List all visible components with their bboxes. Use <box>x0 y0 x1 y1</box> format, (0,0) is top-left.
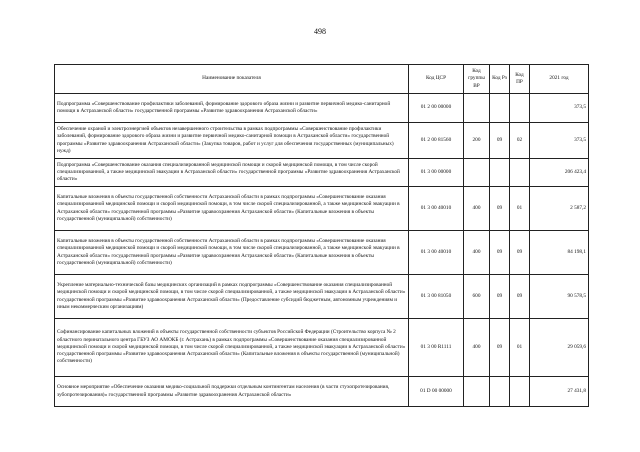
row-rz: 09 <box>490 231 510 275</box>
table-row <box>55 377 589 407</box>
row-pr: 09 <box>510 231 530 275</box>
row-pr: 02 <box>510 123 530 159</box>
header-csr: Код ЦСР <box>409 65 464 94</box>
table-header <box>55 65 589 94</box>
row-csr: 01 3 00 40010 <box>409 231 464 275</box>
table-row <box>55 275 589 319</box>
row-pr <box>510 377 530 407</box>
table-row <box>55 319 589 377</box>
row-csr: 01 D 00 00000 <box>409 377 464 407</box>
row-rz <box>490 159 510 187</box>
row-rz: 09 <box>490 275 510 319</box>
row-csr: 01 2 00 81560 <box>409 123 464 159</box>
row-pr: 01 <box>510 187 530 231</box>
table-row <box>55 94 589 123</box>
row-amount: 2 587,2 <box>530 187 589 231</box>
row-amount: 206 423,4 <box>530 159 589 187</box>
row-rz <box>490 377 510 407</box>
header-year: 2021 год <box>530 65 589 94</box>
row-rz <box>490 94 510 123</box>
row-amount: 90 578,5 <box>530 275 589 319</box>
header-name: Наименование показателя <box>55 65 409 94</box>
row-rz: 09 <box>490 187 510 231</box>
row-csr: 01 3 00 00000 <box>409 159 464 187</box>
row-name: Подпрограмма «Совершенствование профилактики заболеваний, формирование здорового образа жизни и развитие первичной медико-санитарной помощи в Астраханской области» государственной программы «Развитие здравоохранения Астраханской области» <box>55 94 409 123</box>
row-pr: 01 <box>510 319 530 377</box>
row-name: Капитальные вложения в объекты государственной собственности Астраханской области в рамках подпрограммы «Совершенствование оказания специализированной медицинской помощи и скорой медицинской помощи, в том числе скорой специализированной, а также медицинской эвакуации в Астраханской области» государственной программы «Развитие здравоохранения Астраханской области» (Капитальные вложения в объекты государственной (муниципальной) собственности) <box>55 231 409 275</box>
row-pr: 09 <box>510 275 530 319</box>
row-rz: 09 <box>490 319 510 377</box>
row-vr: 400 <box>464 231 490 275</box>
row-name: Капитальные вложения в объекты государственной собственности Астраханской области в рамках подпрограммы «Совершенствование оказания специализированной медицинской помощи и скорой медицинской помощи, в том числе скорой специализированной, а также медицинской эвакуации в Астраханской области» государственной программы «Развитие здравоохранения Астраханской области» (Капитальные вложения в объекты государственной (муниципальной) собственности) <box>55 187 409 231</box>
page-number: 498 <box>314 27 326 36</box>
table-row <box>55 231 589 275</box>
row-name: Основное мероприятие «Обеспечение оказания медико-социальной поддержки отдельным контингентам населения (в части стухопротезирования, зубопротезирования)» государственной программы «Развитие здравоохранения Астраханской области» <box>55 377 409 407</box>
row-vr <box>464 159 490 187</box>
row-amount: 29 059,6 <box>530 319 589 377</box>
row-amount: 27 431,8 <box>530 377 589 407</box>
table-body <box>55 94 589 407</box>
header-rz: Код Рз <box>490 65 510 94</box>
table-row <box>55 123 589 159</box>
row-name: Укрепление материально-технической базы медицинских организаций в рамках подпрограммы «Совершенствование оказания специализированной медицинской помощи и скорой медицинской помощи, в том числе скорой специализированной, а также медицинской эвакуации в Астраханской области» государственной программы «Развитие здравоохранения Астраханской области» (Предоставление субсидий бюджетным, автономным учреждениям и иным некоммерческим организациям) <box>55 275 409 319</box>
table-row <box>55 159 589 187</box>
row-vr: 400 <box>464 319 490 377</box>
table-row <box>55 187 589 231</box>
row-pr <box>510 94 530 123</box>
row-vr <box>464 377 490 407</box>
row-pr <box>510 159 530 187</box>
row-amount: 373,5 <box>530 123 589 159</box>
row-amount: 373,5 <box>530 94 589 123</box>
row-vr: 400 <box>464 187 490 231</box>
row-name: Обеспечение охраной и электроэнергией объектов незавершенного строительства в рамках подпрограммы «Совершенствование профилактики заболеваний, формирование здорового образа жизни и развитие первичной медико-санитарной помощи в Астраханской области» государственной программы «Развитие здравоохранения Астраханской области» (Закупка товаров, работ и услуг для обеспечения государственных (муниципальных) нужд) <box>55 123 409 159</box>
row-vr: 200 <box>464 123 490 159</box>
row-vr <box>464 94 490 123</box>
row-csr: 01 2 00 00000 <box>409 94 464 123</box>
budget-table <box>54 64 589 407</box>
row-name: Софинансирование капитальных вложений в объекты государственной собственности субъектов Российской Федерации (Строительство корпуса № 2 областного перинатального центра ГБУЗ АО АМОКБ (г. Астрахань) в рамках подпрограммы «Совершенствование оказания специализированной медицинской помощи и скорой медицинской помощи, в том числе скорой специализированной, а также медицинской эвакуации в Астраханской области» государственной программы «Развитие здравоохранения Астраханской области» (Капитальные вложения в объекты государственной (муниципальной) собственности) <box>55 319 409 377</box>
row-rz: 09 <box>490 123 510 159</box>
row-csr: 01 3 00 R1111 <box>409 319 464 377</box>
row-amount: 84 198,1 <box>530 231 589 275</box>
row-csr: 01 3 00 81050 <box>409 275 464 319</box>
row-csr: 01 3 00 40010 <box>409 187 464 231</box>
header-vr: Код группы ВР <box>464 65 490 94</box>
row-vr: 600 <box>464 275 490 319</box>
row-name: Подпрограмма «Совершенствование оказания специализированной медицинской помощи и скорой медицинской помощи, в том числе скорой специализированной, а также медицинской эвакуации в Астраханской области» государственной программы «Развитие здравоохранения Астраханской области» <box>55 159 409 187</box>
header-pr: Код ПР <box>510 65 530 94</box>
